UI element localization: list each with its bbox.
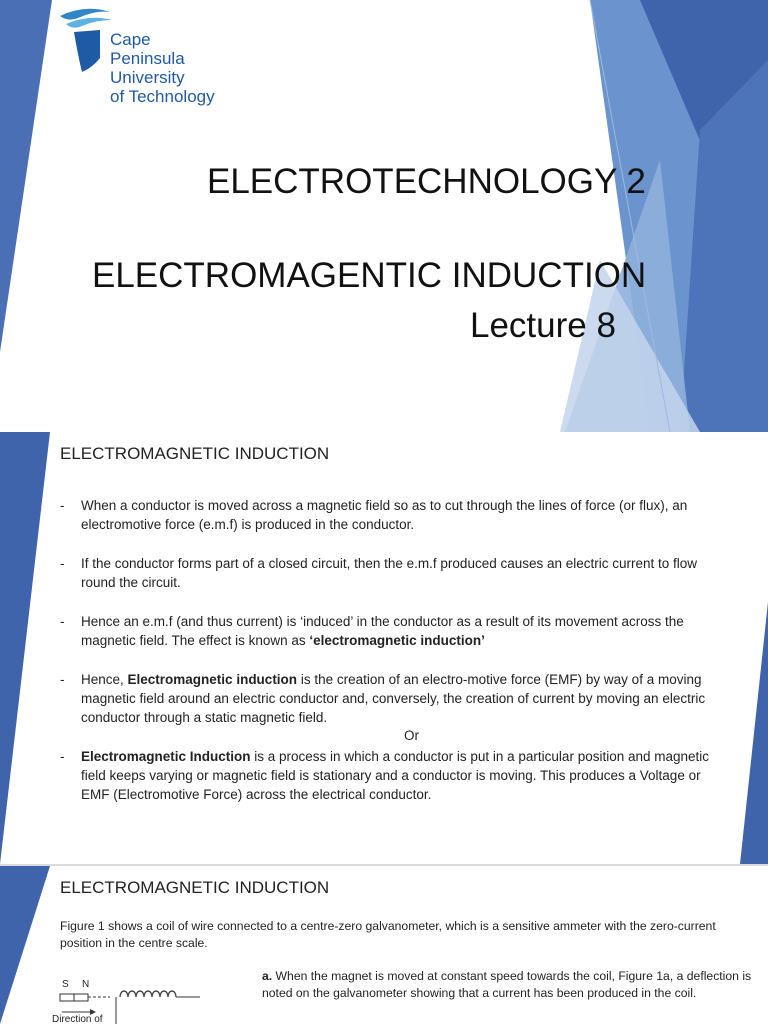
or-separator: Or bbox=[404, 728, 419, 743]
left-triangle bbox=[0, 432, 50, 864]
logo-line: of Technology bbox=[110, 87, 215, 106]
lecture-number: Lecture 8 bbox=[470, 306, 616, 345]
bullet-text: Electromagnetic Induction is a process in which a conductor is put in a particular position and magnetic field keeps varying or magnetic field is stationary and a conductor is moving. This produces a Voltage or EMF (Electromotive Force) across the electrical conductor. bbox=[81, 749, 710, 802]
bullet-item: - When a conductor is moved across a magnetic field so as to cut through the lines of force (or flux), an electromotive force (e.m.f) is produced in the conductor. bbox=[60, 496, 730, 534]
bullet-text: Hence, Electromagnetic induction is the creation of an electro-motive force (EMF) by way of a moving magnetic field around an electric conductor and, conversely, the creation of current by moving an electric conductor through a static magnetic field. bbox=[81, 672, 706, 725]
logo-line: Cape bbox=[110, 30, 151, 49]
content-slide-2 bbox=[0, 866, 768, 1024]
bullet-item: - Electromagnetic Induction is a process in which a conductor is put in a particular position and magnetic field keeps varying or magnetic field is stationary and a conductor is moving. This produces a Voltage or EMF (Electromotive Force) across the electrical conductor. bbox=[60, 747, 730, 804]
intro-paragraph: Figure 1 shows a coil of wire connected to a centre-zero galvanometer, which is a sensitive ammeter with the zero-current position in the centre scale. bbox=[60, 919, 716, 950]
title-slide bbox=[0, 0, 768, 432]
logo-line: University bbox=[110, 68, 185, 87]
direction-label: Direction of bbox=[52, 1014, 103, 1024]
magnet-north-label: N bbox=[82, 979, 90, 990]
content-slide-1 bbox=[0, 432, 768, 864]
left-triangle bbox=[0, 0, 52, 352]
point-a-paragraph: a. When the magnet is moved at constant speed towards the coil, Figure 1a, a deflection is noted on the galvanometer showing that a current has been produced in the coil. bbox=[262, 969, 752, 1000]
cput-logo-icon bbox=[60, 9, 112, 72]
bullet-item: - Hence, Electromagnetic induction is the creation of an electro-motive force (EMF) by way of a moving magnetic field around an electric conductor and, conversely, the creation of current by moving an electric conductor through a static magnetic field. bbox=[60, 670, 730, 727]
university-logo-text bbox=[110, 30, 215, 106]
bullet-text: If the conductor forms part of a closed circuit, then the e.m.f produced causes an electric current to flow round the circuit. bbox=[81, 556, 698, 590]
bullet-item: - Hence an e.m.f (and thus current) is ‘induced’ in the conductor as a result of its movement across the magnetic field. The effect is known as ‘electromagnetic induction’ bbox=[60, 612, 730, 650]
course-title: ELECTROTECHNOLOGY 2 bbox=[207, 162, 646, 201]
slide-title: ELECTROMAGNETIC INDUCTION bbox=[60, 878, 330, 897]
bullet-text: Hence an e.m.f (and thus current) is ‘induced’ in the conductor as a result of its movement across the magnetic field. The effect is known as ‘electromagnetic induction’ bbox=[81, 614, 684, 648]
left-triangle bbox=[0, 866, 50, 1024]
logo-line: Peninsula bbox=[110, 49, 185, 68]
slide-title: ELECTROMAGNETIC INDUCTION bbox=[60, 444, 330, 463]
magnet-south-label: S bbox=[62, 979, 69, 990]
topic-title: ELECTROMAGENTIC INDUCTION bbox=[92, 256, 647, 295]
bullet-text: When a conductor is moved across a magnetic field so as to cut through the lines of force (or flux), an electromotive force (e.m.f) is produced in the conductor. bbox=[81, 498, 688, 532]
right-triangle bbox=[740, 602, 768, 864]
bullet-item: - If the conductor forms part of a closed circuit, then the e.m.f produced causes an electric current to flow round the circuit. bbox=[60, 554, 730, 592]
